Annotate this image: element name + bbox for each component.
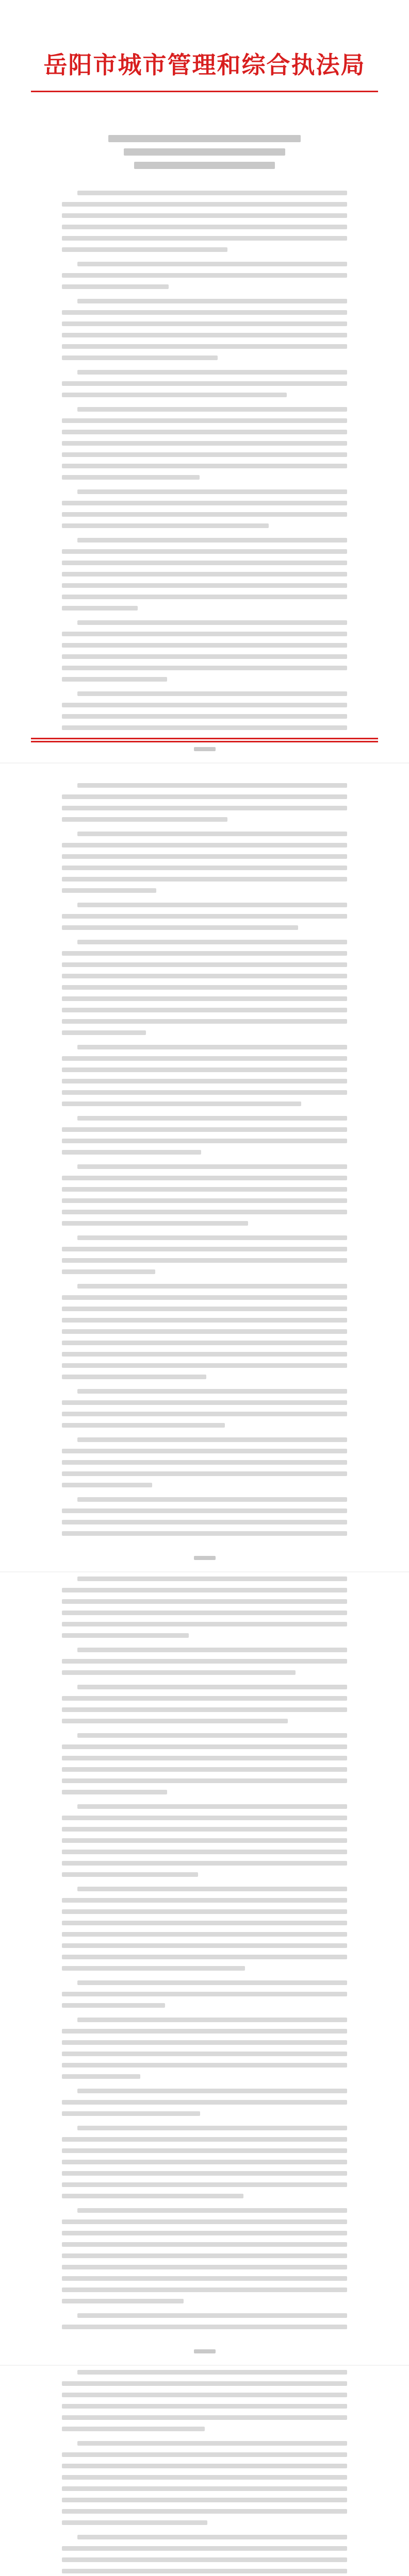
masthead-red-rule: [31, 91, 378, 92]
body-text-line: [77, 1980, 347, 1985]
body-text-line: [62, 595, 347, 599]
body-text-line: [77, 2208, 347, 2213]
body-text-line: [62, 2452, 347, 2457]
body-text-line: [77, 370, 347, 375]
body-text-line: [62, 1633, 189, 1638]
body-text-line: [62, 1898, 347, 1903]
body-text-line: [62, 643, 347, 648]
page-1-bottom-rule: [31, 738, 378, 739]
body-text-line: [77, 2018, 347, 2022]
body-text-line: [62, 2557, 347, 2562]
body-text-line: [62, 1992, 347, 1996]
body-text-line: [77, 783, 347, 788]
body-text-line: [62, 2498, 347, 2502]
body-text-line: [62, 2148, 347, 2153]
body-text-line: [77, 2126, 347, 2130]
body-text-line: [62, 2265, 347, 2269]
body-text-line: [62, 441, 347, 446]
body-text-line: [62, 2029, 347, 2033]
body-text-line: [62, 1449, 347, 1453]
body-text-line: [77, 2441, 347, 2446]
body-text-line: [62, 2415, 347, 2420]
body-text-line: [62, 344, 347, 349]
body-text-line: [62, 321, 347, 326]
body-text-line: [62, 1008, 347, 1012]
body-text-line: [62, 2242, 347, 2247]
body-text-line: [62, 1258, 347, 1263]
body-text-line: [77, 1045, 347, 1049]
body-text-line: [62, 1127, 347, 1132]
body-text-line: [62, 452, 347, 457]
body-text-line: [62, 1307, 347, 1311]
body-text-line: [77, 1733, 347, 1738]
body-text-line: [62, 1090, 347, 1095]
body-text-line: [62, 1909, 347, 1914]
body-text-line: [62, 2464, 347, 2468]
body-text-line: [62, 583, 347, 588]
body-text-line: [62, 1139, 347, 1143]
body-text-line: [62, 1221, 248, 1226]
body-text-line: [62, 1707, 347, 1712]
page-separator: [0, 762, 409, 764]
body-text-line: [62, 1056, 347, 1061]
body-text-line: [62, 2003, 165, 2008]
body-text-line: [62, 1719, 288, 1723]
body-text-line: [77, 1577, 347, 1581]
body-text-line: [62, 381, 347, 386]
body-text-line: [77, 1235, 347, 1240]
body-text-line: [62, 1269, 155, 1274]
body-text-line: [62, 725, 347, 730]
body-text-line: [62, 1295, 347, 1300]
body-text-line: [62, 1101, 301, 1106]
body-text-line: [62, 806, 347, 810]
body-text-line: [62, 1531, 347, 1536]
body-text-line: [62, 854, 347, 859]
body-text-line: [77, 1685, 347, 1689]
agency-masthead: 岳阳市城市管理和综合执法局: [43, 51, 366, 79]
body-text-line: [62, 606, 138, 611]
body-text-line: [62, 2052, 347, 2056]
body-text-line: [77, 1389, 347, 1394]
body-text-line: [62, 2160, 347, 2164]
body-text-line: [77, 1648, 347, 1652]
body-text-line: [62, 1622, 347, 1626]
body-text-line: [62, 2171, 347, 2176]
body-text-line: [62, 1460, 347, 1465]
body-text-line: [77, 538, 347, 543]
body-text-line: [62, 1019, 347, 1024]
body-text-line: [62, 1744, 347, 1749]
body-text-line: [62, 2427, 205, 2431]
body-text-line: [62, 512, 347, 517]
page-number-marker: [194, 747, 216, 751]
body-text-line: [62, 2040, 347, 2045]
body-text-line: [62, 2253, 347, 2258]
body-text-line: [77, 2535, 347, 2539]
body-text-line: [62, 877, 347, 882]
body-text-line: [62, 1670, 296, 1675]
body-text-line: [62, 1471, 347, 1476]
body-text-line: [62, 1187, 347, 1192]
page-number-marker: [194, 1556, 216, 1560]
body-text-line: [62, 654, 347, 659]
body-text-line: [62, 310, 347, 315]
body-text-line: [62, 2299, 184, 2303]
body-text-line: [62, 1198, 347, 1203]
body-text-line: [62, 1778, 347, 1783]
page-number-marker: [194, 2349, 216, 2353]
body-text-line: [62, 225, 347, 229]
body-text-line: [62, 1412, 347, 1416]
body-text-line: [62, 1756, 347, 1760]
body-text-line: [62, 1611, 347, 1615]
report-title-line-2: [124, 148, 285, 156]
body-text-line: [62, 1872, 198, 1877]
body-text-line: [77, 1437, 347, 1442]
body-text-line: [77, 2370, 347, 2375]
body-text-line: [62, 2509, 347, 2514]
report-title-line-1: [108, 135, 301, 142]
body-text-line: [62, 501, 347, 505]
body-text-line: [62, 430, 347, 434]
body-text-line: [62, 817, 227, 822]
body-text-line: [62, 355, 218, 360]
body-text-line: [62, 677, 167, 682]
body-text-line: [62, 2219, 347, 2224]
body-text-line: [62, 247, 227, 252]
body-text-line: [62, 1067, 347, 1072]
body-text-line: [77, 903, 347, 907]
body-text-line: [62, 888, 156, 893]
body-text-line: [62, 843, 347, 848]
body-text-line: [62, 1790, 167, 1794]
report-title-line-3: [134, 162, 275, 169]
body-text-line: [62, 2325, 347, 2329]
body-text-line: [62, 2276, 347, 2281]
body-text-line: [62, 2111, 200, 2116]
body-text-line: [62, 273, 347, 278]
body-text-line: [62, 996, 347, 1001]
body-text-line: [62, 561, 347, 565]
page-separator: [0, 2365, 409, 2366]
page-1-bottom-rule-thin: [31, 741, 378, 742]
body-text-line: [62, 2475, 347, 2480]
body-text-line: [62, 1861, 347, 1866]
body-text-line: [62, 2194, 243, 2198]
body-text-line: [62, 632, 347, 636]
body-text-line: [77, 2313, 347, 2318]
body-text-line: [62, 1599, 347, 1604]
body-text-line: [62, 1850, 347, 1854]
body-text-line: [62, 1943, 347, 1948]
body-text-line: [62, 2520, 207, 2525]
body-text-line: [62, 962, 347, 967]
body-text-line: [62, 2063, 347, 2067]
body-text-line: [62, 2074, 140, 2079]
body-text-line: [62, 974, 347, 978]
body-text-line: [77, 1497, 347, 1502]
body-text-line: [62, 985, 347, 990]
body-text-line: [77, 407, 347, 412]
body-text-line: [62, 2137, 347, 2142]
body-text-line: [62, 2486, 347, 2491]
body-text-line: [62, 703, 347, 707]
body-text-line: [62, 2182, 347, 2187]
body-text-line: [62, 2231, 347, 2235]
body-text-line: [62, 213, 347, 218]
body-text-line: [62, 1483, 152, 1487]
body-text-line: [62, 2404, 347, 2409]
body-text-line: [62, 1827, 347, 1832]
body-text-line: [62, 1247, 347, 1251]
body-text-line: [62, 284, 169, 289]
body-text-line: [77, 1164, 347, 1169]
body-text-line: [62, 1767, 347, 1772]
body-text-line: [62, 1696, 347, 1701]
body-text-line: [62, 202, 347, 207]
body-text-line: [62, 1659, 347, 1664]
body-text-line: [62, 1150, 201, 1155]
body-text-line: [62, 1030, 146, 1035]
body-text-line: [77, 2089, 347, 2093]
body-text-line: [77, 1116, 347, 1121]
body-text-line: [62, 1955, 347, 1959]
body-text-line: [62, 1210, 347, 1214]
body-text-line: [62, 2100, 347, 2105]
body-text-line: [62, 236, 347, 241]
body-text-line: [77, 1804, 347, 1809]
body-text-line: [77, 191, 347, 195]
body-text-line: [62, 1509, 347, 1513]
body-text-line: [62, 1341, 347, 1345]
body-text-line: [62, 2546, 347, 2551]
body-text-line: [77, 1887, 347, 1891]
body-text-line: [62, 393, 287, 397]
body-text-line: [62, 2393, 347, 2397]
body-text-line: [62, 2287, 347, 2292]
body-text-line: [62, 1400, 347, 1405]
body-text-line: [77, 832, 347, 836]
body-text-line: [62, 951, 347, 956]
body-text-line: [62, 1363, 347, 1368]
body-text-line: [62, 666, 347, 670]
body-text-line: [62, 549, 347, 554]
body-text-line: [62, 914, 347, 919]
body-text-line: [62, 1932, 347, 1937]
body-text-line: [62, 1816, 347, 1820]
body-text-line: [62, 1520, 347, 1524]
body-text-line: [62, 1921, 347, 1925]
body-text-line: [62, 1838, 347, 1843]
body-text-line: [62, 572, 347, 577]
body-text-line: [77, 620, 347, 625]
body-text-line: [62, 464, 347, 468]
body-text-line: [62, 1176, 347, 1180]
body-text-line: [62, 1079, 347, 1083]
body-text-line: [62, 2569, 347, 2573]
body-text-line: [77, 1284, 347, 1289]
body-text-line: [62, 2381, 347, 2386]
body-text-line: [62, 1423, 225, 1428]
body-text-line: [62, 794, 347, 799]
body-text-line: [77, 262, 347, 266]
body-text-line: [62, 418, 347, 423]
body-text-line: [62, 333, 347, 337]
body-text-line: [77, 299, 347, 303]
body-text-line: [62, 1318, 347, 1323]
body-text-line: [62, 1329, 347, 1334]
body-text-line: [62, 1966, 245, 1971]
body-text-line: [62, 523, 269, 528]
body-text-line: [62, 1375, 206, 1379]
body-text-line: [62, 1352, 347, 1357]
body-text-line: [62, 475, 200, 480]
body-text-line: [62, 1588, 347, 1592]
body-text-line: [77, 489, 347, 494]
body-text-line: [77, 940, 347, 944]
page-separator: [0, 1571, 409, 1572]
body-text-line: [62, 714, 347, 719]
body-text-line: [62, 925, 298, 930]
body-text-line: [62, 866, 347, 870]
body-text-line: [77, 691, 347, 696]
